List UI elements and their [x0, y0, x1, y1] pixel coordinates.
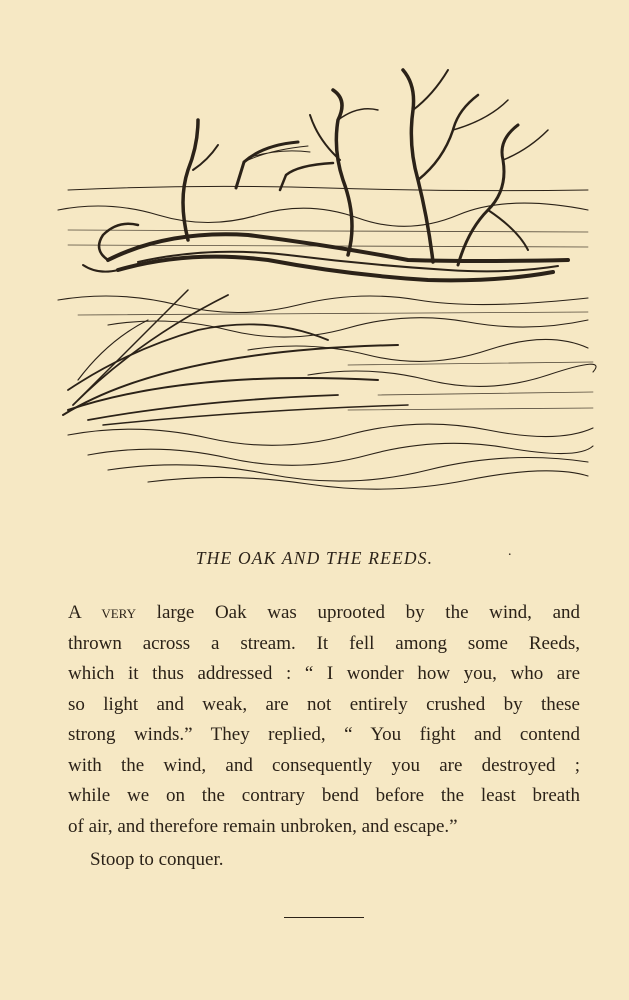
body-line: of air, and therefore remain unbroken, and escape.” — [68, 815, 458, 837]
section-divider — [284, 917, 364, 918]
body-line: thrown across a stream. It fell among some Reeds, — [68, 632, 580, 654]
engraving-image — [48, 50, 598, 490]
fable-title — [0, 544, 629, 569]
fable-moral: Stoop to conquer. — [90, 849, 224, 870]
small-caps-word: very — [101, 602, 137, 623]
body-line: strong winds.” They replied, “ You fight and contend — [68, 724, 580, 745]
fable-body — [68, 598, 580, 842]
body-line — [68, 598, 580, 629]
body-line: while we on the contrary bend before the least breath — [68, 785, 580, 806]
stray-mark: . — [508, 544, 513, 559]
title-text: THE OAK AND THE REEDS. — [195, 548, 434, 568]
line-rest: large Oak was uprooted by the wind, and — [156, 602, 581, 623]
body-line: so light and weak, are not entirely crushed by these — [68, 693, 580, 715]
body-line: which it thus addressed : “ I wonder how you, who are — [68, 663, 580, 684]
oak-and-reeds-illustration — [48, 50, 598, 490]
body-line: with the wind, and consequently you are destroyed ; — [68, 754, 580, 776]
drop-word: A — [68, 602, 81, 623]
